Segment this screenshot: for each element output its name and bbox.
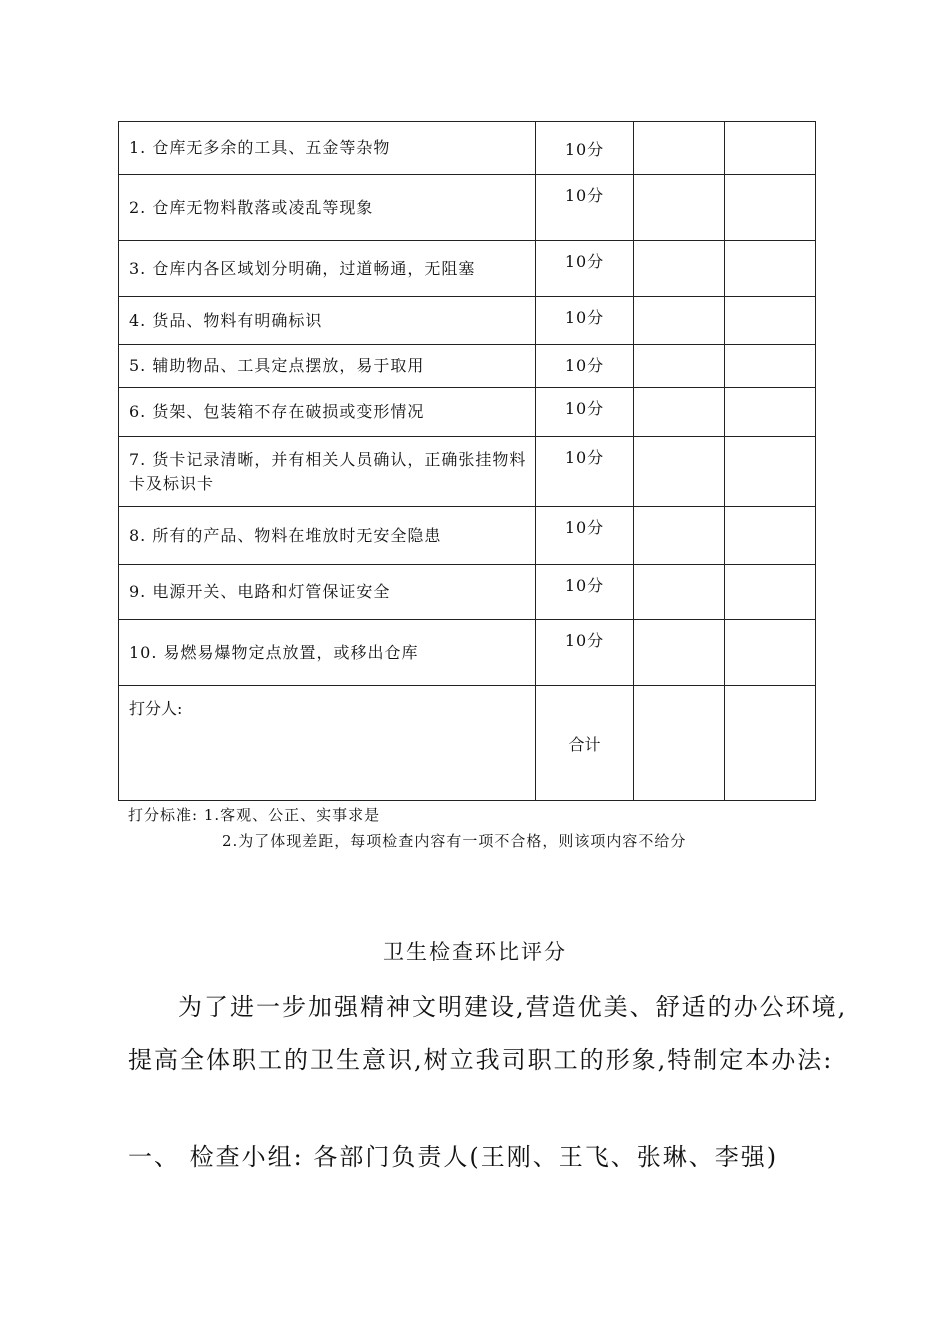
table-row	[119, 297, 816, 345]
item-cell: 6. 货架、包装箱不存在破损或变形情况	[119, 388, 536, 437]
blank-cell	[634, 388, 725, 437]
score-cell: 10分	[536, 437, 634, 507]
item-cell: 7. 货卡记录清晰，并有相关人员确认，正确张挂物料卡及标识卡	[119, 437, 536, 507]
item-cell: 1. 仓库无多余的工具、五金等杂物	[119, 122, 536, 175]
inspection-table	[118, 121, 816, 801]
table-row	[119, 241, 816, 297]
table-row	[119, 175, 816, 241]
blank-cell	[634, 122, 725, 175]
score-cell: 10分	[536, 507, 634, 565]
table-row	[119, 620, 816, 686]
scoring-criteria-1: 打分标准: 1.客观、公正、实事求是	[128, 806, 381, 824]
item-cell: 9. 电源开关、电路和灯管保证安全	[119, 565, 536, 620]
blank-cell	[725, 507, 816, 565]
blank-cell	[725, 241, 816, 297]
score-cell: 10分	[536, 345, 634, 388]
intro-paragraph-line1: 为了进一步加强精神文明建设,营造优美、舒适的办公环境,	[178, 993, 848, 1021]
intro-paragraph-line2: 提高全体职工的卫生意识,树立我司职工的形象,特制定本办法:	[128, 1046, 834, 1074]
total-label: 合计	[536, 686, 634, 801]
table-row	[119, 388, 816, 437]
blank-cell	[634, 175, 725, 241]
score-cell: 10分	[536, 297, 634, 345]
section-title: 卫生检查环比评分	[383, 940, 567, 964]
score-cell: 10分	[536, 122, 634, 175]
blank-cell	[634, 345, 725, 388]
scoring-criteria-2: 2.为了体现差距，每项检查内容有一项不合格，则该项内容不给分	[222, 832, 687, 850]
blank-cell	[725, 388, 816, 437]
score-cell: 10分	[536, 175, 634, 241]
table-row	[119, 437, 816, 507]
blank-cell	[725, 620, 816, 686]
table-row	[119, 122, 816, 175]
blank-cell	[634, 686, 725, 801]
item-cell: 5. 辅助物品、工具定点摆放，易于取用	[119, 345, 536, 388]
blank-cell	[634, 620, 725, 686]
score-cell: 10分	[536, 565, 634, 620]
blank-cell	[725, 437, 816, 507]
blank-cell	[634, 507, 725, 565]
score-cell: 10分	[536, 388, 634, 437]
table-row	[119, 507, 816, 565]
blank-cell	[725, 686, 816, 801]
inspection-group-item: 一、 检查小组: 各部门负责人(王刚、王飞、张琳、李强)	[128, 1143, 779, 1171]
score-cell: 10分	[536, 241, 634, 297]
item-cell: 2. 仓库无物料散落或凌乱等现象	[119, 175, 536, 241]
blank-cell	[634, 241, 725, 297]
blank-cell	[725, 345, 816, 388]
scorer-label: 打分人:	[119, 686, 536, 801]
blank-cell	[634, 437, 725, 507]
blank-cell	[634, 297, 725, 345]
blank-cell	[725, 565, 816, 620]
blank-cell	[725, 175, 816, 241]
table-row	[119, 565, 816, 620]
item-cell: 8. 所有的产品、物料在堆放时无安全隐患	[119, 507, 536, 565]
blank-cell	[725, 122, 816, 175]
item-cell: 10. 易燃易爆物定点放置，或移出仓库	[119, 620, 536, 686]
score-cell: 10分	[536, 620, 634, 686]
table-row	[119, 345, 816, 388]
blank-cell	[634, 565, 725, 620]
item-cell: 3. 仓库内各区域划分明确，过道畅通，无阻塞	[119, 241, 536, 297]
item-cell: 4. 货品、物料有明确标识	[119, 297, 536, 345]
table-row-summary	[119, 686, 816, 801]
blank-cell	[725, 297, 816, 345]
